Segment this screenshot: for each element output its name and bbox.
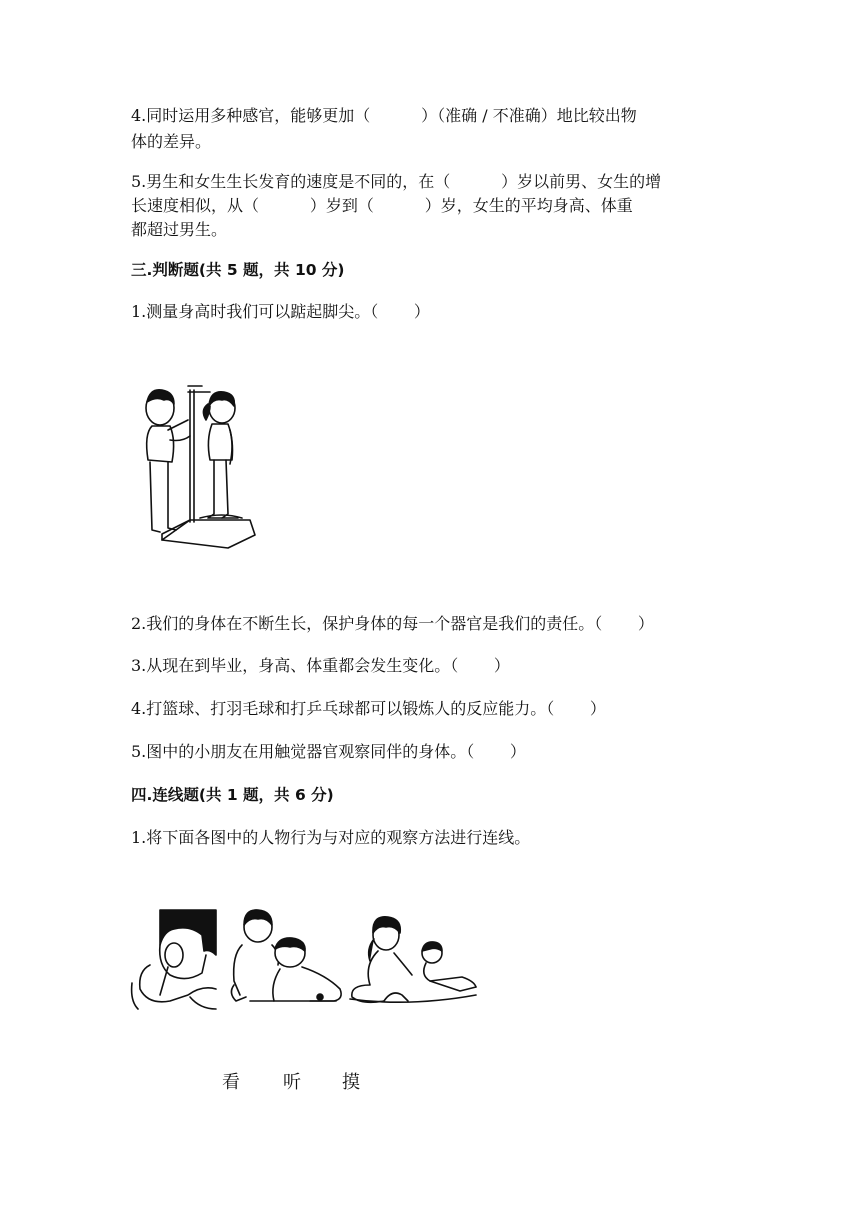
touching-figure — [350, 917, 476, 1003]
section-4-heading: 四.连线题(共 1 题，共 6 分) — [131, 786, 334, 804]
section-3-heading: 三.判断题(共 5 题，共 10 分) — [131, 261, 345, 279]
looking-figure — [132, 910, 216, 1009]
question-4-1: 1.将下面各图中的人物行为与对应的观察方法进行连线。 — [131, 828, 531, 847]
matching-word-look: 看 — [222, 1072, 240, 1093]
question-2-4-line-1: 4.同时运用多种感官，能够更加（ ）（准确 / 不准确）地比较出物 — [131, 106, 637, 125]
listening-figure — [231, 910, 341, 1001]
matching-word-listen: 听 — [283, 1072, 301, 1093]
question-2-5-line-3: 都超过男生。 — [131, 220, 228, 239]
matching-word-touch: 摸 — [342, 1072, 360, 1093]
question-3-5: 5.图中的小朋友在用触觉器官观察同伴的身体。（ ） — [131, 742, 526, 761]
question-3-3: 3.从现在到毕业，身高、体重都会发生变化。（ ） — [131, 656, 510, 675]
question-2-4-line-2: 体的差异。 — [131, 132, 212, 151]
question-2-5-line-1: 5.男生和女生生长发育的速度是不同的，在（ ）岁以前男、女生的增 — [131, 172, 662, 191]
height-measurement-illustration — [130, 380, 265, 550]
question-3-1: 1.测量身高时我们可以踮起脚尖。（ ） — [131, 302, 430, 321]
question-3-4: 4.打篮球、打羽毛球和打乒乓球都可以锻炼人的反应能力。（ ） — [131, 699, 606, 718]
question-2-5-line-2: 长速度相似，从（ ）岁到（ ）岁，女生的平均身高、体重 — [131, 196, 633, 215]
question-3-2: 2.我们的身体在不断生长，保护身体的每一个器官是我们的责任。（ ） — [131, 614, 654, 633]
observation-methods-illustration — [130, 905, 480, 1020]
